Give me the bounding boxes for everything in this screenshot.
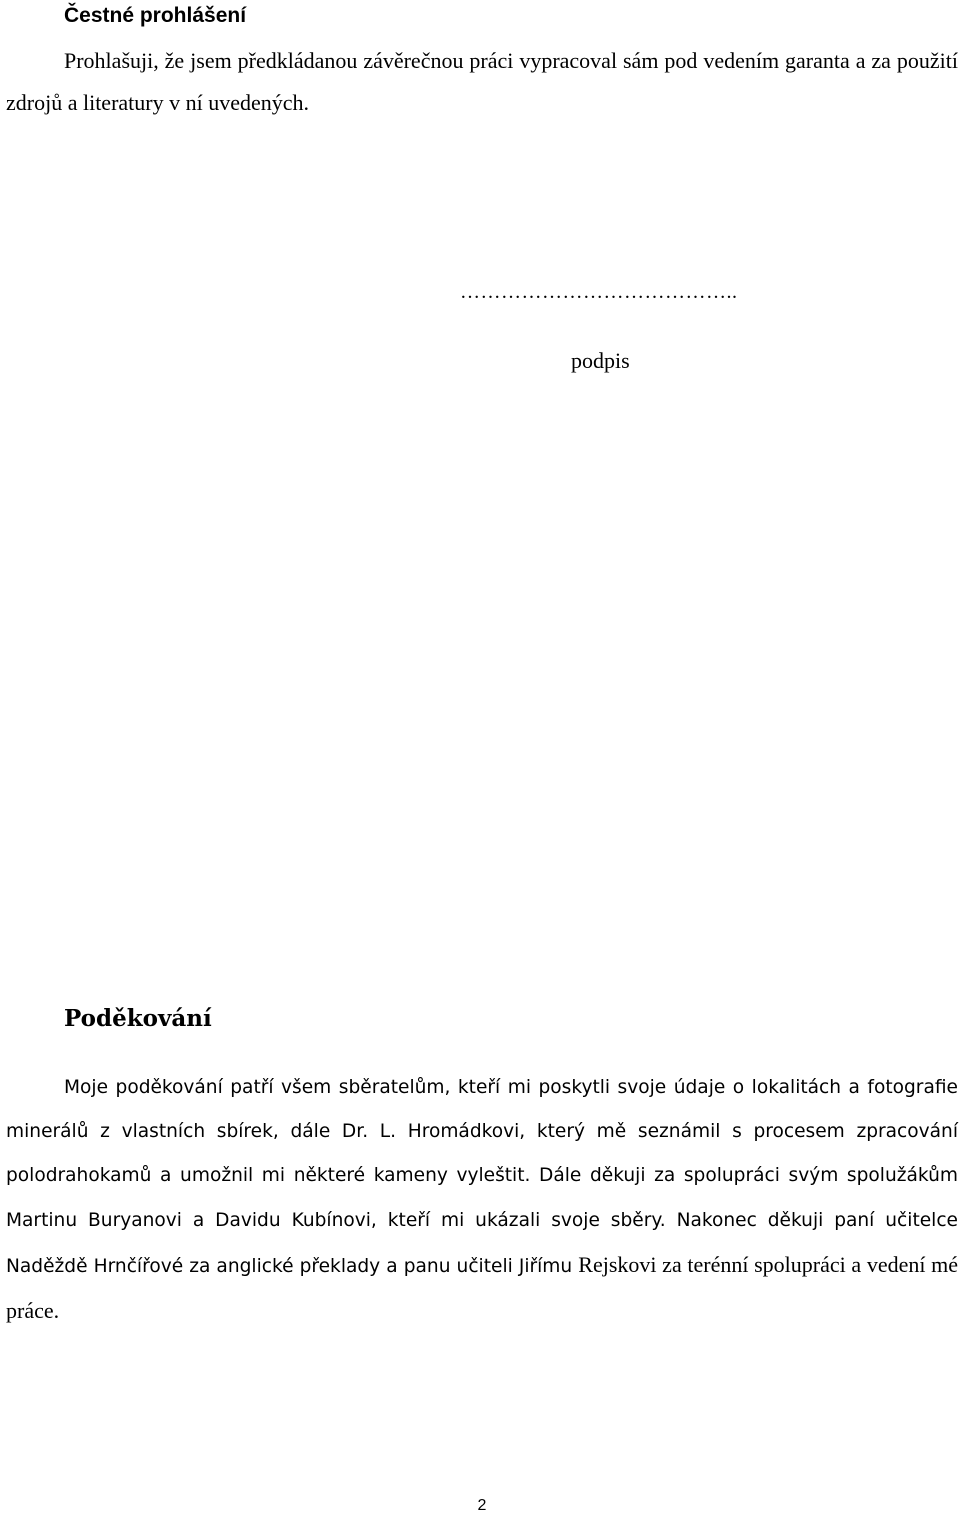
acknowledgement-body: Moje poděkování patří všem sběratelům, kteří mi poskytli svoje údaje o lokalitách a fotografie minerálů z vlastních sbírek, dále Dr. L. Hromádkovi, který mě seznámil s procesem zpracování polodrahokamů a umožnil mi některé kameny vyleštit. Dále děkuji za spolupráci svým spolužákům Martinu Buryanovi a Davidu Kubínovi, kteří mi ukázali svoje sběry. Nakonec děkuji paní učitelce Naděždě Hrnčířové za anglické překlady a panu učiteli Jiřímu bbox=[6, 1077, 958, 1277]
declaration-heading: Čestné prohlášení bbox=[64, 4, 247, 27]
signature-label: podpis bbox=[571, 348, 630, 373]
acknowledgement-paragraph bbox=[6, 1066, 958, 1335]
page-number: 2 bbox=[477, 1497, 487, 1514]
acknowledgement-heading: Poděkování bbox=[64, 1005, 212, 1032]
acknowledgement-closing: Rejskovi za terénní spolupráci a vedení mé práce. bbox=[6, 1251, 958, 1324]
declaration-paragraph: Prohlašuji, že jsem předkládanou závěrečnou práci vypracoval sám pod vedením garanta a za použití zdrojů a literatury v ní uvedených. bbox=[6, 48, 958, 115]
signature-line: ………………………………….. bbox=[460, 281, 738, 303]
